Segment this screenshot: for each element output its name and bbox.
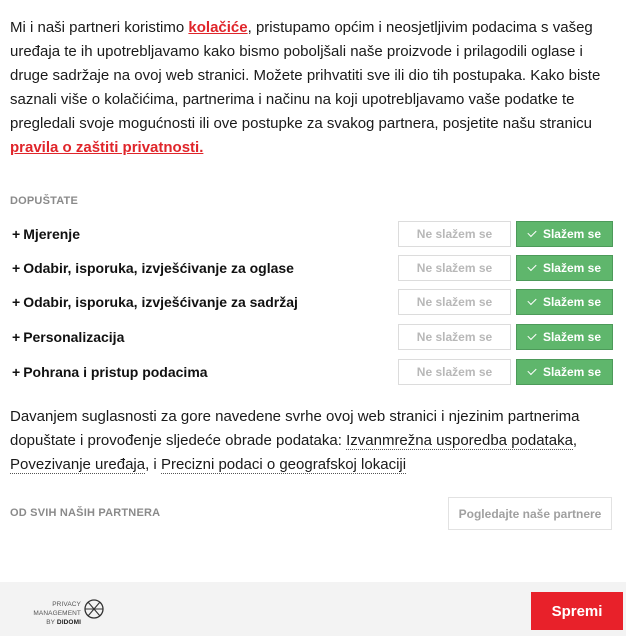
- footer: [0, 582, 626, 636]
- purpose-title: Personalizacija: [23, 329, 125, 345]
- purpose-title: Odabir, isporuka, izvješćivanje za sadržaj: [23, 294, 298, 310]
- brand-by: BY: [46, 619, 57, 626]
- disagree-button[interactable]: Ne slažem se: [398, 221, 511, 247]
- consent-paragraph: [10, 405, 616, 477]
- purposes-section-label: DOPUŠTATE: [10, 195, 79, 207]
- purpose-row: [10, 359, 614, 387]
- view-partners-button[interactable]: Pogledajte naše partnere: [448, 497, 612, 530]
- expand-plus-icon: +: [12, 294, 21, 310]
- purpose-row: [10, 289, 614, 317]
- purpose-title: Odabir, isporuka, izvješćivanje za oglase: [23, 260, 294, 276]
- purpose-title: Mjerenje: [23, 226, 80, 242]
- didomi-logo-icon: [83, 598, 105, 620]
- agree-label: Slažem se: [542, 227, 602, 241]
- intro-text-1: Mi i naši partneri koristimo: [10, 19, 189, 36]
- purpose-title-toggle[interactable]: [12, 364, 208, 380]
- separator: ,: [572, 432, 578, 449]
- brand-line-2: [3, 618, 81, 627]
- check-icon: [527, 262, 536, 271]
- disagree-button[interactable]: Ne slažem se: [398, 359, 511, 385]
- expand-plus-icon: +: [12, 226, 21, 242]
- agree-label: Slažem se: [542, 330, 602, 344]
- check-icon: [527, 331, 536, 340]
- purpose-title-toggle[interactable]: [12, 260, 294, 276]
- check-icon: [527, 296, 536, 305]
- partners-section-label: OD SVIH NAŠIH PARTNERA: [10, 507, 161, 519]
- agree-label: Slažem se: [542, 295, 602, 309]
- purpose-title-toggle[interactable]: [12, 329, 124, 345]
- feature-device-linking[interactable]: Povezivanje uređaja: [10, 456, 146, 473]
- cookies-link[interactable]: kolačiće: [188, 19, 248, 36]
- expand-plus-icon: +: [12, 329, 21, 345]
- brand-line-1: PRIVACY MANAGEMENT: [33, 601, 81, 617]
- expand-plus-icon: +: [12, 364, 21, 380]
- brand-name: DIDOMI: [56, 619, 81, 626]
- agree-button[interactable]: [516, 221, 613, 247]
- expand-plus-icon: +: [12, 260, 21, 276]
- purpose-row: [10, 255, 614, 283]
- consent-text: Davanjem suglasnosti za gore navedene svrhe ovoj web stranici i njezinim partnerima dopuštate i provođenje sljedeće obrade podataka:: [10, 408, 580, 449]
- save-button[interactable]: Spremi: [531, 592, 623, 630]
- intro-text-2: , pristupamo općim i neosjetljivim podacima s vašeg uređaja te ih upotrebljavamo kako bismo poboljšali naše proizvode i prilagodili oglase i druge sadržaje na ovoj web stranici. Možete prihvatiti sve ili dio tih postupaka. Kako biste saznali više o kolačićima, partnerima i načinu na koji upotrebljavamo vaše podatke te pregledali svoje mogućnosti ili ove postupke za svakog partnera, posjetite našu stranicu: [10, 19, 601, 132]
- agree-button[interactable]: [516, 289, 613, 315]
- agree-button[interactable]: [516, 359, 613, 385]
- disagree-button[interactable]: Ne slažem se: [398, 255, 511, 281]
- agree-button[interactable]: [516, 324, 613, 350]
- agree-label: Slažem se: [542, 261, 602, 275]
- intro-paragraph: [10, 16, 616, 160]
- purpose-title-toggle[interactable]: [12, 294, 298, 310]
- check-icon: [527, 366, 536, 375]
- separator: , i: [145, 456, 161, 473]
- check-icon: [527, 228, 536, 237]
- privacy-policy-link[interactable]: pravila o zaštiti privatnosti.: [10, 139, 204, 156]
- feature-offline-matching[interactable]: Izvanmrežna usporedba podataka: [346, 432, 573, 449]
- purpose-title: Pohrana i pristup podacima: [23, 364, 208, 380]
- disagree-button[interactable]: Ne slažem se: [398, 289, 511, 315]
- disagree-button[interactable]: Ne slažem se: [398, 324, 511, 350]
- purpose-row: [10, 324, 614, 352]
- didomi-branding[interactable]: [3, 598, 113, 626]
- agree-label: Slažem se: [542, 365, 602, 379]
- brand-text: [3, 600, 81, 627]
- feature-precise-geolocation[interactable]: Precizni podaci o geografskoj lokaciji: [160, 456, 407, 473]
- purpose-title-toggle[interactable]: [12, 226, 80, 242]
- agree-button[interactable]: [516, 255, 613, 281]
- purpose-row: [10, 221, 614, 249]
